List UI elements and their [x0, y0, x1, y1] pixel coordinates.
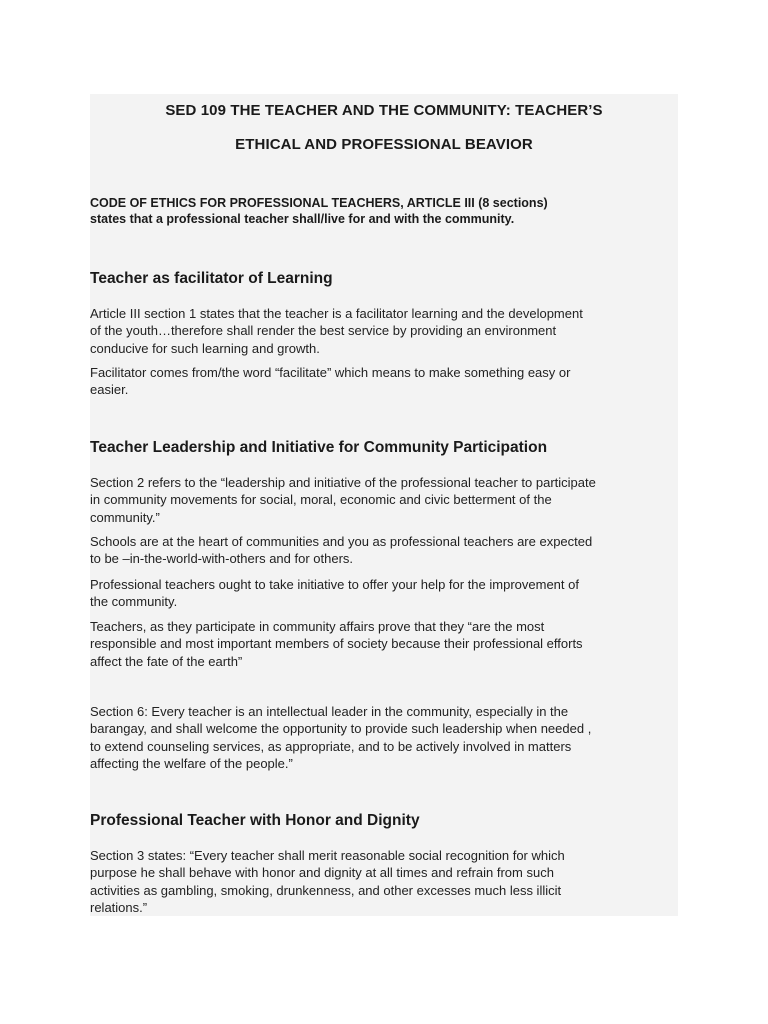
intro-line-2: states that a professional teacher shall/live for and with the community.	[90, 212, 515, 226]
paragraph-line: relations.”	[90, 899, 148, 915]
paragraph-section-2	[90, 474, 678, 526]
paragraph-line: Section 6: Every teacher is an intellectual leader in the community, especially in the	[90, 704, 569, 719]
paragraph-line: Professional teachers ought to take initiative to offer your help for the improvement of	[90, 577, 579, 592]
paragraph-line: community.”	[90, 509, 160, 525]
paragraph-line: to extend counseling services, as appropriate, and to be actively involved in matters	[90, 738, 572, 754]
paragraph-line: in community movements for social, moral, economic and civic betterment of the	[90, 492, 552, 508]
document-title-line-1: SED 109 THE TEACHER AND THE COMMUNITY: TEACHER’S	[165, 102, 603, 119]
section-heading-leadership: Teacher Leadership and Initiative for Community Participation	[90, 439, 548, 456]
paragraph-line: Teachers, as they participate in community affairs prove that they “are the most	[90, 619, 545, 634]
paragraph-line: affect the fate of the earth”	[90, 653, 243, 669]
paragraph-line: Section 3 states: “Every teacher shall merit reasonable social recognition for which	[90, 848, 565, 863]
intro-text	[90, 195, 678, 227]
paragraph-line: Article III section 1 states that the teacher is a facilitator learning and the development	[90, 306, 583, 321]
paragraph-line: Facilitator comes from/the word “facilitate” which means to make something easy or	[90, 365, 571, 380]
document-page	[90, 94, 678, 916]
paragraph-line: purpose he shall behave with honor and dignity at all times and refrain from such	[90, 865, 554, 881]
paragraph-line: of the youth…therefore shall render the best service by providing an environment	[90, 323, 557, 339]
document-title-line-2: ETHICAL AND PROFESSIONAL BEAVIOR	[235, 136, 533, 153]
paragraph-line: affecting the welfare of the people.”	[90, 755, 293, 771]
paragraph-article-iii-section-1	[90, 305, 678, 357]
intro-line-1: CODE OF ETHICS FOR PROFESSIONAL TEACHERS, ARTICLE III (8 sections)	[90, 196, 548, 210]
paragraph-section-6	[90, 703, 678, 772]
paragraph-section-3	[90, 847, 678, 916]
paragraph-line: Section 2 refers to the “leadership and initiative of the professional teacher to participate	[90, 475, 596, 490]
paragraph-take-initiative	[90, 576, 678, 611]
paragraph-schools-heart	[90, 533, 678, 568]
paragraph-facilitator-definition	[90, 364, 678, 399]
paragraph-line: to be –in-the-world-with-others and for others.	[90, 551, 354, 567]
section-heading-facilitator: Teacher as facilitator of Learning	[90, 270, 333, 287]
paragraph-line: activities as gambling, smoking, drunkenness, and other excesses much less illicit	[90, 882, 562, 898]
paragraph-line: conducive for such learning and growth.	[90, 340, 320, 356]
paragraph-line: easier.	[90, 382, 129, 398]
section-heading-honor-dignity: Professional Teacher with Honor and Dignity	[90, 812, 420, 829]
paragraph-line: the community.	[90, 594, 178, 610]
paragraph-line: barangay, and shall welcome the opportunity to provide such leadership when needed ,	[90, 721, 592, 737]
paragraph-community-affairs	[90, 618, 678, 670]
paragraph-line: Schools are at the heart of communities and you as professional teachers are expected	[90, 534, 593, 549]
paragraph-line: responsible and most important members of society because their professional efforts	[90, 636, 583, 652]
